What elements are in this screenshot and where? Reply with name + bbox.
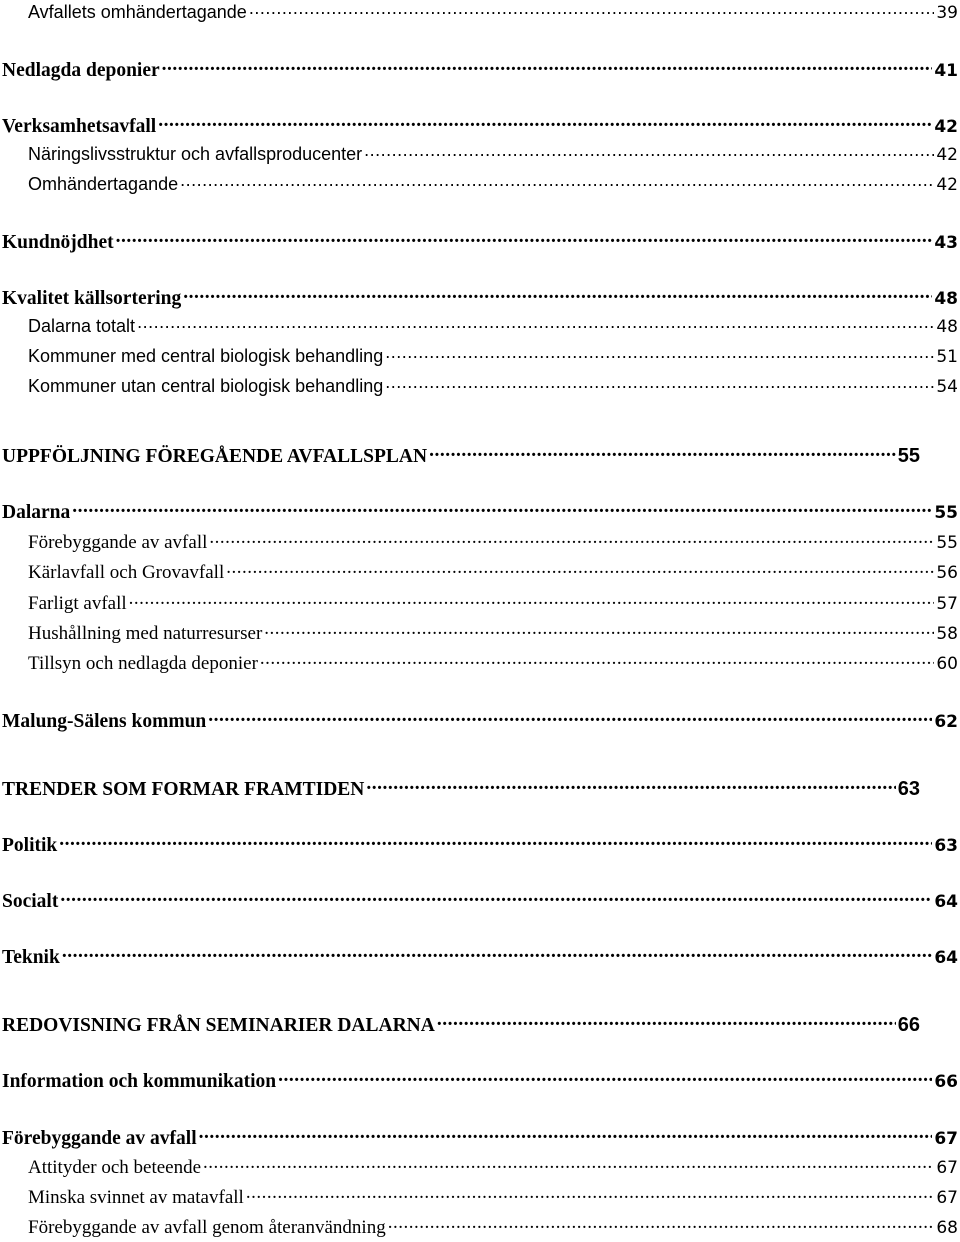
toc-entry-title: Förebyggande av avfall	[28, 532, 208, 553]
toc-entry-title: Kvalitet källsortering	[2, 287, 182, 309]
toc-entry[interactable]	[0, 1124, 958, 1150]
dot-leader	[364, 142, 934, 160]
toc-entry[interactable]	[0, 775, 958, 801]
toc-entry-page: 41	[934, 60, 958, 81]
toc-entry[interactable]	[0, 559, 958, 584]
toc-entry-title: REDOVISNING FRÅN SEMINARIER DALARNA	[2, 1014, 435, 1036]
toc-entry-title: Omhändertagande	[28, 174, 179, 194]
toc-entry[interactable]	[0, 831, 958, 857]
dot-leader	[208, 707, 932, 727]
toc-entry[interactable]	[0, 228, 958, 254]
dot-leader	[62, 943, 933, 963]
toc-entry-page: 56	[936, 563, 958, 583]
toc-entry-page: 55	[897, 444, 920, 467]
toc-entry-title: Teknik	[2, 946, 60, 968]
toc-entry-page: 60	[936, 654, 958, 674]
dot-leader	[183, 284, 932, 304]
toc-entry-page: 63	[934, 835, 958, 856]
toc-entry-title: Attityder och beteende	[28, 1157, 202, 1178]
toc-entry[interactable]	[0, 1011, 958, 1037]
toc-entry-title: Kommuner utan central biologisk behandling	[28, 376, 384, 396]
dot-leader	[129, 590, 935, 609]
dot-leader	[278, 1067, 932, 1087]
toc-entry-title: Förebyggande av avfall	[2, 1127, 197, 1149]
toc-entry-title: Nedlagda deponier	[2, 59, 160, 81]
toc-entry[interactable]	[0, 1067, 958, 1093]
toc-entry-title: Kommuner med central biologisk behandling	[28, 346, 384, 366]
dot-leader	[366, 775, 895, 795]
toc-entry-page: 42	[936, 145, 958, 165]
toc-entry-page: 42	[936, 175, 958, 195]
dot-leader	[264, 620, 934, 639]
toc-entry-title: Näringslivsstruktur och avfallsproducenter	[28, 144, 363, 164]
toc-entry-page: 67	[934, 1128, 958, 1149]
toc-entry-page: 58	[936, 624, 958, 644]
toc-entry-title: Politik	[2, 834, 58, 856]
toc-entry[interactable]	[0, 650, 958, 675]
toc-entry-page: 54	[936, 377, 958, 397]
toc-entry-title: Tillsyn och nedlagda deponier	[28, 653, 258, 674]
toc-entry-page: 64	[934, 891, 958, 912]
toc-entry[interactable]	[0, 498, 958, 524]
toc-entry-title: TRENDER SOM FORMAR FRAMTIDEN	[2, 778, 365, 800]
toc-entry[interactable]	[0, 1214, 958, 1239]
toc-entry[interactable]	[0, 284, 958, 310]
dot-leader	[203, 1154, 934, 1173]
dot-leader	[72, 498, 932, 518]
toc-entry-page: 68	[936, 1218, 958, 1238]
dot-leader	[226, 559, 934, 578]
toc-entry[interactable]	[0, 172, 958, 195]
toc-entry-title: Avfallets omhändertagande	[28, 2, 247, 22]
toc-entry-page: 62	[934, 711, 958, 732]
toc-entry[interactable]	[0, 442, 958, 468]
toc-entry-page: 64	[934, 947, 958, 968]
toc-entry[interactable]	[0, 707, 958, 733]
dot-leader	[260, 650, 934, 669]
dot-leader	[437, 1011, 896, 1031]
toc-entry-page: 55	[934, 502, 958, 523]
toc-entry-page: 67	[936, 1188, 958, 1208]
toc-entry-title: Dalarna	[2, 501, 71, 523]
toc-entry-title: Hushållning med naturresurser	[28, 623, 263, 644]
toc-entry[interactable]	[0, 344, 958, 367]
toc-entry[interactable]	[0, 529, 958, 554]
toc-entry[interactable]	[0, 620, 958, 645]
toc-entry-title: Information och kommunikation	[2, 1070, 277, 1092]
dot-leader	[116, 228, 933, 248]
toc-entry-page: 57	[936, 594, 958, 614]
toc-entry[interactable]	[0, 112, 958, 138]
toc-entry-page: 39	[936, 3, 958, 23]
toc-entry-page: 43	[934, 232, 958, 253]
dot-leader	[59, 831, 932, 851]
toc-entry[interactable]	[0, 0, 958, 23]
toc-entry[interactable]	[0, 374, 958, 397]
dot-leader	[249, 0, 935, 18]
dot-leader	[60, 887, 932, 907]
toc-entry-title: Kärlavfall och Grovavfall	[28, 562, 225, 583]
dot-leader	[180, 172, 934, 190]
toc-entry-title: Minska svinnet av matavfall	[28, 1187, 244, 1208]
toc-entry-page: 48	[936, 317, 958, 337]
toc-entry-title: Socialt	[2, 890, 59, 912]
toc-entry-title: Malung-Sälens kommun	[2, 710, 207, 732]
dot-leader	[246, 1184, 935, 1203]
toc-entry-page: 51	[936, 347, 958, 367]
dot-leader	[388, 1214, 935, 1233]
toc-entry[interactable]	[0, 590, 958, 615]
dot-leader	[429, 442, 896, 462]
dot-leader	[209, 529, 934, 548]
dot-leader	[385, 374, 934, 392]
toc-entry-page: 67	[936, 1158, 958, 1178]
toc-entry-title: Dalarna totalt	[28, 316, 136, 336]
toc-entry-page: 63	[897, 777, 920, 800]
toc-entry-page: 42	[934, 116, 958, 137]
dot-leader	[199, 1124, 933, 1144]
toc-entry-title: UPPFÖLJNING FÖREGÅENDE AVFALLSPLAN	[2, 445, 428, 467]
toc-entry[interactable]	[0, 56, 958, 82]
toc-entry-title: Farligt avfall	[28, 593, 127, 614]
toc-entry-page: 48	[934, 288, 958, 309]
toc-entry[interactable]	[0, 314, 958, 337]
toc-entry[interactable]	[0, 1184, 958, 1209]
toc-entry-title: Verksamhetsavfall	[2, 115, 157, 137]
toc-entry-page: 55	[936, 533, 958, 553]
dot-leader	[385, 344, 934, 362]
toc-entry-title: Kundnöjdhet	[2, 231, 114, 253]
dot-leader	[162, 56, 933, 76]
toc-entry[interactable]	[0, 943, 958, 969]
toc-entry-title: Förebyggande av avfall genom återanvändning	[28, 1217, 386, 1238]
toc-entry[interactable]	[0, 142, 958, 165]
toc-entry[interactable]	[0, 1154, 958, 1179]
toc-entry-page: 66	[934, 1071, 958, 1092]
dot-leader	[137, 314, 934, 332]
toc-entry[interactable]	[0, 887, 958, 913]
dot-leader	[158, 112, 932, 132]
toc-entry-page: 66	[897, 1013, 920, 1036]
